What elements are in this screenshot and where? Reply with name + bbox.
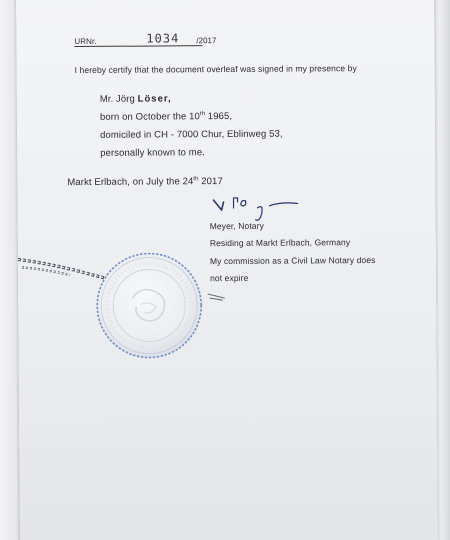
signatory-name	[100, 93, 172, 105]
identity-statement: personally known to me.	[100, 147, 205, 159]
notary-residence: Residing at Markt Erlbach, Germany	[209, 237, 351, 249]
urnr-year: /2017	[196, 36, 217, 46]
place-date-ordinal: th	[193, 176, 199, 183]
signatory-prefix: Mr. Jörg	[99, 93, 138, 105]
notary-name: Meyer, Notary	[209, 220, 264, 232]
urnr-label: URNr.	[74, 36, 202, 47]
birth-date-prefix: born on October the 10	[99, 111, 200, 123]
notarial-certificate-page	[16, 0, 438, 540]
place-and-date	[67, 176, 223, 188]
birth-date-ordinal: th	[199, 111, 206, 118]
signatory-birth-date	[100, 111, 232, 123]
signatory-domicile: domiciled in CH - 7000 Chur, Eblinweg 53,	[100, 128, 283, 141]
signatory-surname: Löser,	[137, 93, 172, 105]
place-date-prefix: Markt Erlbach, on July the 24	[67, 176, 194, 189]
seal-ink-mark	[206, 290, 228, 302]
urnr-number: 1034	[146, 31, 180, 46]
notary-commission-line-1: My commission as a Civil Law Notary does	[209, 254, 376, 267]
notary-commission-line-2: not expire	[210, 272, 249, 284]
certification-statement: I hereby certify that the document overleaf was signed in my presence by	[74, 63, 357, 76]
place-date-suffix: 2017	[198, 176, 223, 188]
embossed-notary-seal	[88, 244, 211, 367]
birth-date-suffix: 1965,	[205, 110, 233, 123]
